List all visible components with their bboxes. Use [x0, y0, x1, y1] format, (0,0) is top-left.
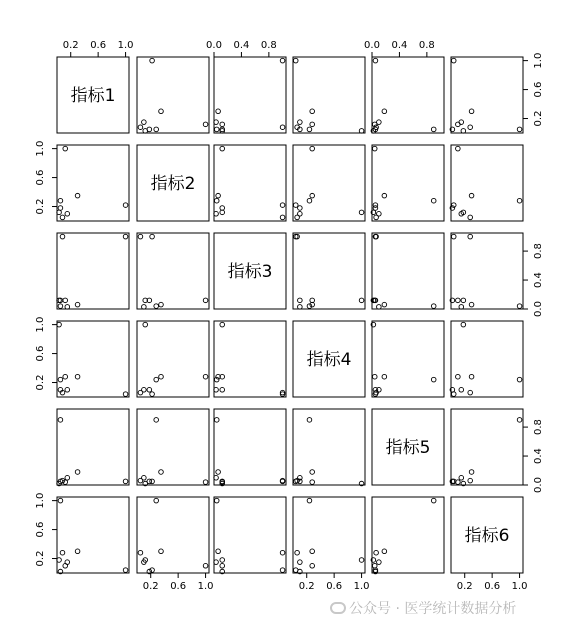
point-1-4-6	[359, 129, 364, 134]
point-5-2-1	[203, 480, 208, 485]
point-2-1-3	[58, 198, 63, 203]
point-1-3-4	[216, 109, 221, 114]
point-4-5-4	[382, 374, 387, 379]
point-1-2-2	[150, 58, 155, 63]
point-3-6-2	[451, 234, 456, 239]
point-6-1-3	[58, 498, 63, 503]
point-4-2-6	[143, 322, 148, 327]
point-3-2-3	[154, 304, 159, 309]
point-2-1-1	[63, 146, 68, 151]
xtick-label-4-1: 0.2	[298, 581, 315, 592]
point-4-1-2	[123, 392, 128, 397]
ytick-label-6-2: 0.6	[35, 521, 46, 538]
panel-frame-1-5	[372, 57, 444, 133]
panel-frame-1-4	[293, 57, 365, 133]
xtick-label-3-1: 0.0	[206, 40, 222, 51]
ytick-label-5-2: 0.4	[533, 448, 544, 465]
panel-frame-2-3	[214, 145, 286, 221]
panel-frame-4-2	[137, 321, 209, 397]
point-3-6-8	[459, 305, 464, 310]
point-5-2-8	[142, 475, 147, 480]
point-4-2-1	[203, 374, 208, 379]
point-5-4-3	[307, 418, 312, 423]
point-1-6-4	[469, 109, 474, 114]
point-6-2-4	[159, 549, 164, 554]
panel-frame-4-3	[214, 321, 286, 397]
point-4-6-3	[517, 377, 522, 382]
point-6-4-6	[359, 558, 364, 563]
point-3-6-3	[517, 304, 522, 309]
point-6-3-1	[220, 563, 225, 568]
point-6-1-2	[123, 568, 128, 573]
point-6-3-3	[214, 498, 219, 503]
point-5-1-4	[75, 470, 80, 475]
point-1-5-4	[382, 109, 387, 114]
ytick-label-4-2: 0.6	[35, 345, 46, 362]
point-6-3-2	[280, 568, 285, 573]
point-3-1-4	[75, 302, 80, 307]
panel-frame-6-4	[293, 497, 365, 573]
panel-frame-6-1	[57, 497, 129, 573]
point-1-4-8	[298, 120, 303, 125]
panel-frame-5-3	[214, 409, 286, 485]
xtick-label-2-2: 0.6	[170, 581, 187, 592]
point-6-1-8	[65, 560, 70, 565]
xtick-label-6-1: 0.2	[456, 581, 473, 592]
point-4-3-6	[220, 322, 225, 327]
point-3-4-8	[298, 305, 303, 310]
point-2-5-4	[382, 193, 387, 198]
panel-frame-1-3	[214, 57, 286, 133]
ytick-label-4-1: 0.2	[35, 374, 46, 391]
point-2-4-1	[310, 146, 315, 151]
diagonal-label-4: 指标4	[306, 350, 352, 370]
point-1-3-1	[220, 122, 225, 127]
panel-frame-5-2	[137, 409, 209, 485]
panel-frame-5-4	[293, 409, 365, 485]
point-4-1-3	[58, 377, 63, 382]
point-2-6-7	[468, 215, 473, 220]
point-2-3-1	[220, 146, 225, 151]
point-4-6-6	[461, 322, 466, 327]
point-6-4-8	[298, 560, 303, 565]
point-2-1-4	[75, 193, 80, 198]
point-1-6-3	[517, 127, 522, 132]
point-3-1-1	[63, 298, 68, 303]
point-3-5-8	[377, 305, 382, 310]
ytick-label-4-3: 1.0	[35, 316, 46, 333]
point-6-3-4	[216, 549, 221, 554]
point-2-4-8	[298, 211, 303, 216]
ytick-label-1-1: 0.2	[533, 110, 544, 127]
point-5-1-3	[58, 418, 63, 423]
point-5-3-4	[216, 470, 221, 475]
panel-frame-3-6	[451, 233, 523, 309]
point-2-3-7	[280, 215, 285, 220]
point-2-4-3	[307, 198, 312, 203]
point-3-5-3	[431, 304, 436, 309]
xtick-label-1-2: 0.6	[90, 40, 107, 51]
ytick-label-5-3: 0.8	[533, 419, 544, 436]
panel-frame-5-1	[57, 409, 129, 485]
xtick-label-2-1: 0.2	[142, 581, 159, 592]
point-1-6-8	[459, 120, 464, 125]
point-2-6-1	[456, 146, 461, 151]
point-3-4-6	[359, 298, 364, 303]
point-4-2-5	[147, 387, 152, 392]
wechat-icon	[330, 602, 346, 614]
ytick-label-1-2: 0.6	[533, 81, 544, 98]
point-1-6-2	[451, 58, 456, 63]
point-5-2-3	[154, 418, 159, 423]
point-3-2-7	[138, 234, 143, 239]
xtick-label-5-3: 0.8	[418, 40, 435, 51]
xtick-label-4-2: 0.6	[326, 581, 343, 592]
point-1-3-3	[214, 127, 219, 132]
panel-frame-6-3	[214, 497, 286, 573]
panel-frame-1-6	[451, 57, 523, 133]
ytick-label-6-3: 1.0	[35, 492, 46, 509]
point-6-5-3	[431, 498, 436, 503]
point-6-2-3	[154, 498, 159, 503]
point-2-6-4	[469, 193, 474, 198]
point-2-4-6	[359, 210, 364, 215]
point-4-1-1	[63, 374, 68, 379]
point-5-6-4	[469, 470, 474, 475]
point-4-2-2	[150, 392, 155, 397]
point-2-4-4	[310, 193, 315, 198]
point-6-4-7	[295, 550, 300, 555]
point-2-1-7	[60, 215, 65, 220]
point-6-4-3	[307, 498, 312, 503]
point-2-3-3	[214, 198, 219, 203]
point-4-6-1	[456, 374, 461, 379]
point-4-1-4	[75, 374, 80, 379]
point-5-2-4	[159, 470, 164, 475]
point-1-2-1	[203, 122, 208, 127]
point-2-4-5	[298, 206, 303, 211]
point-4-5-3	[431, 377, 436, 382]
ytick-label-2-1: 0.2	[35, 198, 46, 215]
diagonal-label-2: 指标2	[150, 174, 196, 194]
panel-frame-2-5	[372, 145, 444, 221]
point-3-2-4	[159, 302, 164, 307]
panel-frame-2-6	[451, 145, 523, 221]
ytick-label-2-2: 0.6	[35, 169, 46, 186]
point-6-2-1	[203, 563, 208, 568]
xtick-label-2-3: 1.0	[197, 581, 214, 592]
point-6-4-1	[310, 563, 315, 568]
diagonal-label-5: 指标5	[385, 438, 431, 458]
panel-frame-6-5	[372, 497, 444, 573]
point-3-6-7	[468, 234, 473, 239]
panel-frame-5-6	[451, 409, 523, 485]
point-1-2-3	[154, 127, 159, 132]
ytick-label-3-2: 0.4	[533, 272, 544, 289]
point-1-4-1	[310, 122, 315, 127]
point-3-1-2	[123, 234, 128, 239]
point-1-5-8	[377, 120, 382, 125]
point-2-1-8	[65, 211, 70, 216]
xtick-label-6-3: 1.0	[511, 581, 528, 592]
watermark	[330, 598, 516, 618]
point-5-3-3	[214, 418, 219, 423]
point-5-4-1	[310, 480, 315, 485]
point-3-5-4	[382, 302, 387, 307]
point-1-5-3	[431, 127, 436, 132]
xtick-label-3-2: 0.4	[233, 40, 250, 51]
point-2-5-3	[431, 198, 436, 203]
point-3-2-2	[150, 234, 155, 239]
ytick-label-2-3: 1.0	[35, 140, 46, 157]
point-3-2-1	[203, 298, 208, 303]
point-4-2-8	[142, 387, 147, 392]
point-6-5-4	[382, 549, 387, 554]
point-6-4-4	[310, 549, 315, 554]
panel-frame-6-2	[137, 497, 209, 573]
point-5-4-4	[310, 470, 315, 475]
point-2-6-3	[517, 198, 522, 203]
point-1-2-7	[138, 125, 143, 130]
point-6-1-4	[75, 549, 80, 554]
point-1-6-6	[461, 129, 466, 134]
ytick-label-3-1: 0.0	[533, 301, 544, 317]
point-5-6-3	[517, 418, 522, 423]
panel-frame-3-5	[372, 233, 444, 309]
point-6-1-7	[60, 550, 65, 555]
point-4-2-3	[154, 377, 159, 382]
point-1-3-7	[280, 125, 285, 130]
point-3-4-5	[298, 298, 303, 303]
point-1-2-4	[159, 109, 164, 114]
ytick-label-1-3: 1.0	[533, 52, 544, 69]
ytick-label-3-3: 0.8	[533, 243, 544, 260]
point-2-5-5	[373, 206, 378, 211]
point-4-2-4	[159, 374, 164, 379]
point-3-6-4	[469, 302, 474, 307]
point-1-3-2	[280, 58, 285, 63]
ytick-label-5-1: 0.0	[533, 477, 544, 493]
point-1-2-8	[142, 120, 147, 125]
point-2-3-2	[280, 203, 285, 208]
point-4-3-5	[220, 387, 225, 392]
point-2-4-2	[293, 203, 298, 208]
point-3-6-6	[461, 298, 466, 303]
point-6-5-7	[374, 550, 379, 555]
panel-frame-4-1	[57, 321, 129, 397]
point-5-6-8	[459, 475, 464, 480]
point-5-1-2	[123, 479, 128, 484]
point-3-1-7	[60, 234, 65, 239]
xtick-label-5-2: 0.4	[391, 40, 408, 51]
xtick-label-4-3: 1.0	[353, 581, 370, 592]
panel-frame-2-4	[293, 145, 365, 221]
watermark-text: 公众号 · 医学统计数据分析	[349, 601, 517, 617]
point-3-6-1	[456, 298, 461, 303]
point-5-6-7	[468, 478, 473, 483]
point-4-5-1	[372, 374, 377, 379]
point-3-2-8	[142, 305, 147, 310]
point-1-4-3	[307, 127, 312, 132]
point-4-1-8	[65, 387, 70, 392]
diagonal-label-6: 指标6	[464, 526, 510, 546]
panel-frame-1-2	[137, 57, 209, 133]
point-3-1-3	[58, 304, 63, 309]
point-4-6-4	[469, 374, 474, 379]
point-1-4-4	[310, 109, 315, 114]
point-4-6-8	[459, 387, 464, 392]
point-4-5-8	[377, 387, 382, 392]
diagonal-label-3: 指标3	[227, 262, 273, 282]
point-4-6-7	[468, 390, 473, 395]
diagonal-label-1: 指标1	[70, 86, 116, 106]
point-2-5-8	[377, 211, 382, 216]
point-1-4-2	[293, 58, 298, 63]
point-2-1-2	[123, 203, 128, 208]
panel-frame-2-1	[57, 145, 129, 221]
xtick-label-1-3: 1.0	[117, 40, 134, 51]
point-5-1-8	[65, 475, 70, 480]
xtick-label-6-2: 0.6	[484, 581, 501, 592]
point-6-5-8	[377, 560, 382, 565]
xtick-label-1-1: 0.2	[62, 40, 79, 51]
panel-frame-3-1	[57, 233, 129, 309]
point-2-5-1	[372, 146, 377, 151]
point-1-5-2	[373, 58, 378, 63]
point-1-6-7	[468, 125, 473, 130]
panel-frame-3-2	[137, 233, 209, 309]
panel-frame-3-4	[293, 233, 365, 309]
panel-frame-4-5	[372, 321, 444, 397]
panel-frame-4-6	[451, 321, 523, 397]
point-6-3-7	[280, 550, 285, 555]
xtick-label-3-3: 0.8	[260, 40, 277, 51]
point-3-1-8	[65, 305, 70, 310]
ytick-label-6-1: 0.2	[35, 550, 46, 567]
point-6-5-1	[372, 563, 377, 568]
point-1-2-6	[143, 129, 148, 134]
point-6-2-7	[138, 550, 143, 555]
xtick-label-5-1: 0.0	[364, 40, 380, 51]
point-2-3-4	[216, 193, 221, 198]
point-6-3-6	[220, 558, 225, 563]
